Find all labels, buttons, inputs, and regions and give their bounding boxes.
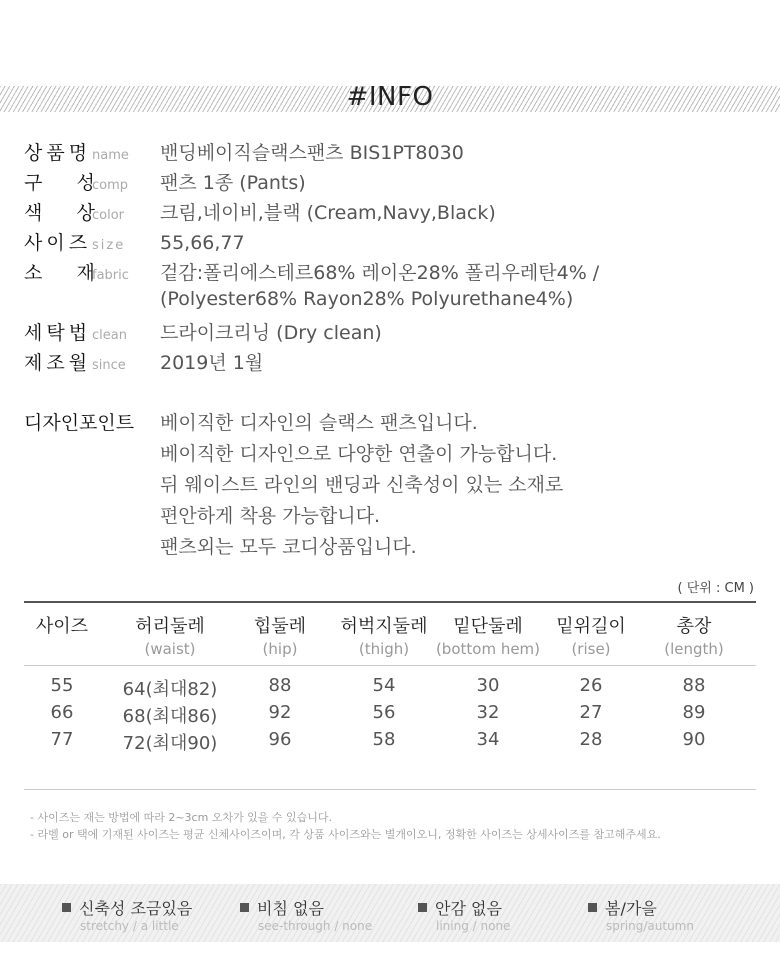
- info-label: 구 성: [24, 172, 99, 194]
- info-value: 크림,네이비,블랙 (Cream,Navy,Black): [160, 202, 496, 224]
- info-label: 제조월: [24, 352, 92, 374]
- size-header-length: [649, 612, 739, 658]
- table-bottom-divider: [24, 789, 756, 790]
- feature-label: 봄/가을: [605, 899, 657, 918]
- info-label-en: comp: [92, 178, 129, 193]
- info-row-name: [24, 138, 464, 168]
- feature-label: 신축성 조금있음: [79, 899, 193, 918]
- info-title: #INFO: [346, 82, 434, 112]
- info-value: 55,66,77: [160, 232, 245, 254]
- table-cell: 34: [476, 729, 500, 750]
- table-cell: 68(최대86): [122, 706, 218, 727]
- design-point-line: 뒤 웨이스트 라인의 밴딩과 신축성이 있는 소재로: [160, 474, 564, 496]
- header-label-en: (length): [664, 640, 724, 658]
- info-value: 드라이크리닝 (Dry clean): [160, 322, 382, 344]
- feature-label-en: lining / none: [436, 919, 511, 933]
- design-point-text: [160, 408, 563, 563]
- header-label-en: (thigh): [358, 640, 410, 658]
- feature-see-through: [240, 896, 372, 933]
- header-label-en: (bottom hem): [435, 640, 541, 658]
- table-cell: 26: [579, 675, 603, 696]
- info-value: 팬츠 1종 (Pants): [160, 172, 306, 194]
- table-cell: 30: [476, 675, 500, 696]
- feature-label: 안감 없음: [435, 899, 502, 918]
- design-point-line: 편안하게 착용 가능합니다.: [160, 505, 381, 527]
- info-value-continued: (Polyester68% Rayon28% Polyurethane4%): [160, 288, 574, 310]
- table-cell: 96: [268, 729, 292, 750]
- table-cell: 28: [579, 729, 603, 750]
- info-label-en: clean: [92, 328, 127, 343]
- design-point-line: 팬츠외는 모두 코디상품입니다.: [160, 536, 417, 558]
- info-label-en: size: [92, 238, 126, 253]
- square-bullet-icon: [62, 903, 71, 912]
- size-header-size: [24, 612, 100, 638]
- header-label: 허벅지둘레: [340, 616, 428, 637]
- feature-lining: [418, 896, 510, 933]
- table-cell: 92: [268, 702, 292, 723]
- info-label: 상품명: [24, 142, 92, 164]
- info-title-bar: [0, 82, 780, 112]
- size-header-thigh: [330, 612, 438, 658]
- table-cell: 64(최대82): [122, 679, 218, 700]
- size-header-bottom-hem: [428, 612, 548, 658]
- info-label-en: since: [92, 358, 126, 373]
- table-cell: 54: [372, 675, 396, 696]
- info-label-en: color: [92, 208, 125, 223]
- info-label: 색 상: [24, 202, 99, 224]
- table-cell: 66: [50, 702, 74, 723]
- size-header-waist: [110, 612, 230, 658]
- design-point-label: 디자인포인트: [24, 412, 135, 434]
- table-cell: 56: [372, 702, 396, 723]
- info-label: 세탁법: [24, 322, 92, 344]
- table-header-divider: [24, 665, 756, 666]
- header-label: 밑단둘레: [453, 616, 523, 637]
- feature-label-en: spring/autumn: [606, 919, 694, 933]
- header-label-en: (waist): [144, 640, 196, 658]
- table-cell: 72(최대90): [122, 733, 218, 754]
- info-row-color: [24, 198, 496, 228]
- feature-season: [588, 896, 694, 933]
- table-cell: 77: [50, 729, 74, 750]
- info-row-fabric-en: [160, 288, 573, 318]
- header-label-en: (rise): [571, 640, 611, 658]
- info-row-fabric: [24, 258, 599, 288]
- size-unit-label: ( 단위 : CM ): [677, 581, 754, 596]
- info-label-en: name: [92, 148, 129, 163]
- feature-stretch: [62, 896, 192, 933]
- square-bullet-icon: [240, 903, 249, 912]
- size-header-rise: [546, 612, 636, 658]
- header-label-en: (hip): [262, 640, 298, 658]
- info-value: 2019년 1월: [160, 352, 264, 374]
- design-point-line: 베이직한 디자인의 슬랙스 팬츠입니다.: [160, 412, 478, 434]
- info-label-en: fabric: [92, 268, 129, 283]
- info-value: 밴딩베이직슬랙스팬츠 BIS1PT8030: [160, 142, 464, 164]
- info-row-size: [24, 228, 245, 258]
- info-row-since: [24, 348, 263, 378]
- table-cell: 58: [372, 729, 396, 750]
- header-label: 사이즈: [35, 616, 89, 637]
- info-row-clean: [24, 318, 382, 348]
- feature-label: 비침 없음: [257, 899, 324, 918]
- header-label: 힙둘레: [253, 616, 307, 637]
- feature-label-en: see-through / none: [258, 919, 373, 933]
- table-cell: 88: [682, 675, 706, 696]
- table-cell: 27: [579, 702, 603, 723]
- header-label: 허리둘레: [135, 616, 205, 637]
- table-cell: 90: [682, 729, 706, 750]
- info-label: 사이즈: [24, 232, 92, 254]
- design-point-line: 베이직한 디자인으로 다양한 연출이 가능합니다.: [160, 443, 558, 465]
- feature-label-en: stretchy / a little: [80, 919, 179, 933]
- table-top-divider: [24, 601, 756, 603]
- square-bullet-icon: [588, 903, 597, 912]
- table-cell: 55: [50, 675, 74, 696]
- header-label: 총장: [676, 616, 712, 637]
- info-label: 소 재: [24, 262, 99, 284]
- info-row-comp: [24, 168, 306, 198]
- header-label: 밑위길이: [556, 616, 626, 637]
- size-note: - 사이즈는 재는 방법에 따라 2~3cm 오차가 있을 수 있습니다.: [30, 811, 333, 824]
- table-cell: 89: [682, 702, 706, 723]
- size-header-hip: [235, 612, 325, 658]
- table-cell: 88: [268, 675, 292, 696]
- square-bullet-icon: [418, 903, 427, 912]
- info-value: 겉감:폴리에스테르68% 레이온28% 폴리우레탄4% /: [160, 262, 600, 284]
- table-cell: 32: [476, 702, 500, 723]
- size-note: - 라벨 or 택에 기재된 사이즈는 평균 신체사이즈이며, 각 상품 사이즈와는 별개이오니, 정확한 사이즈는 상세사이즈를 참고해주세요.: [30, 828, 661, 841]
